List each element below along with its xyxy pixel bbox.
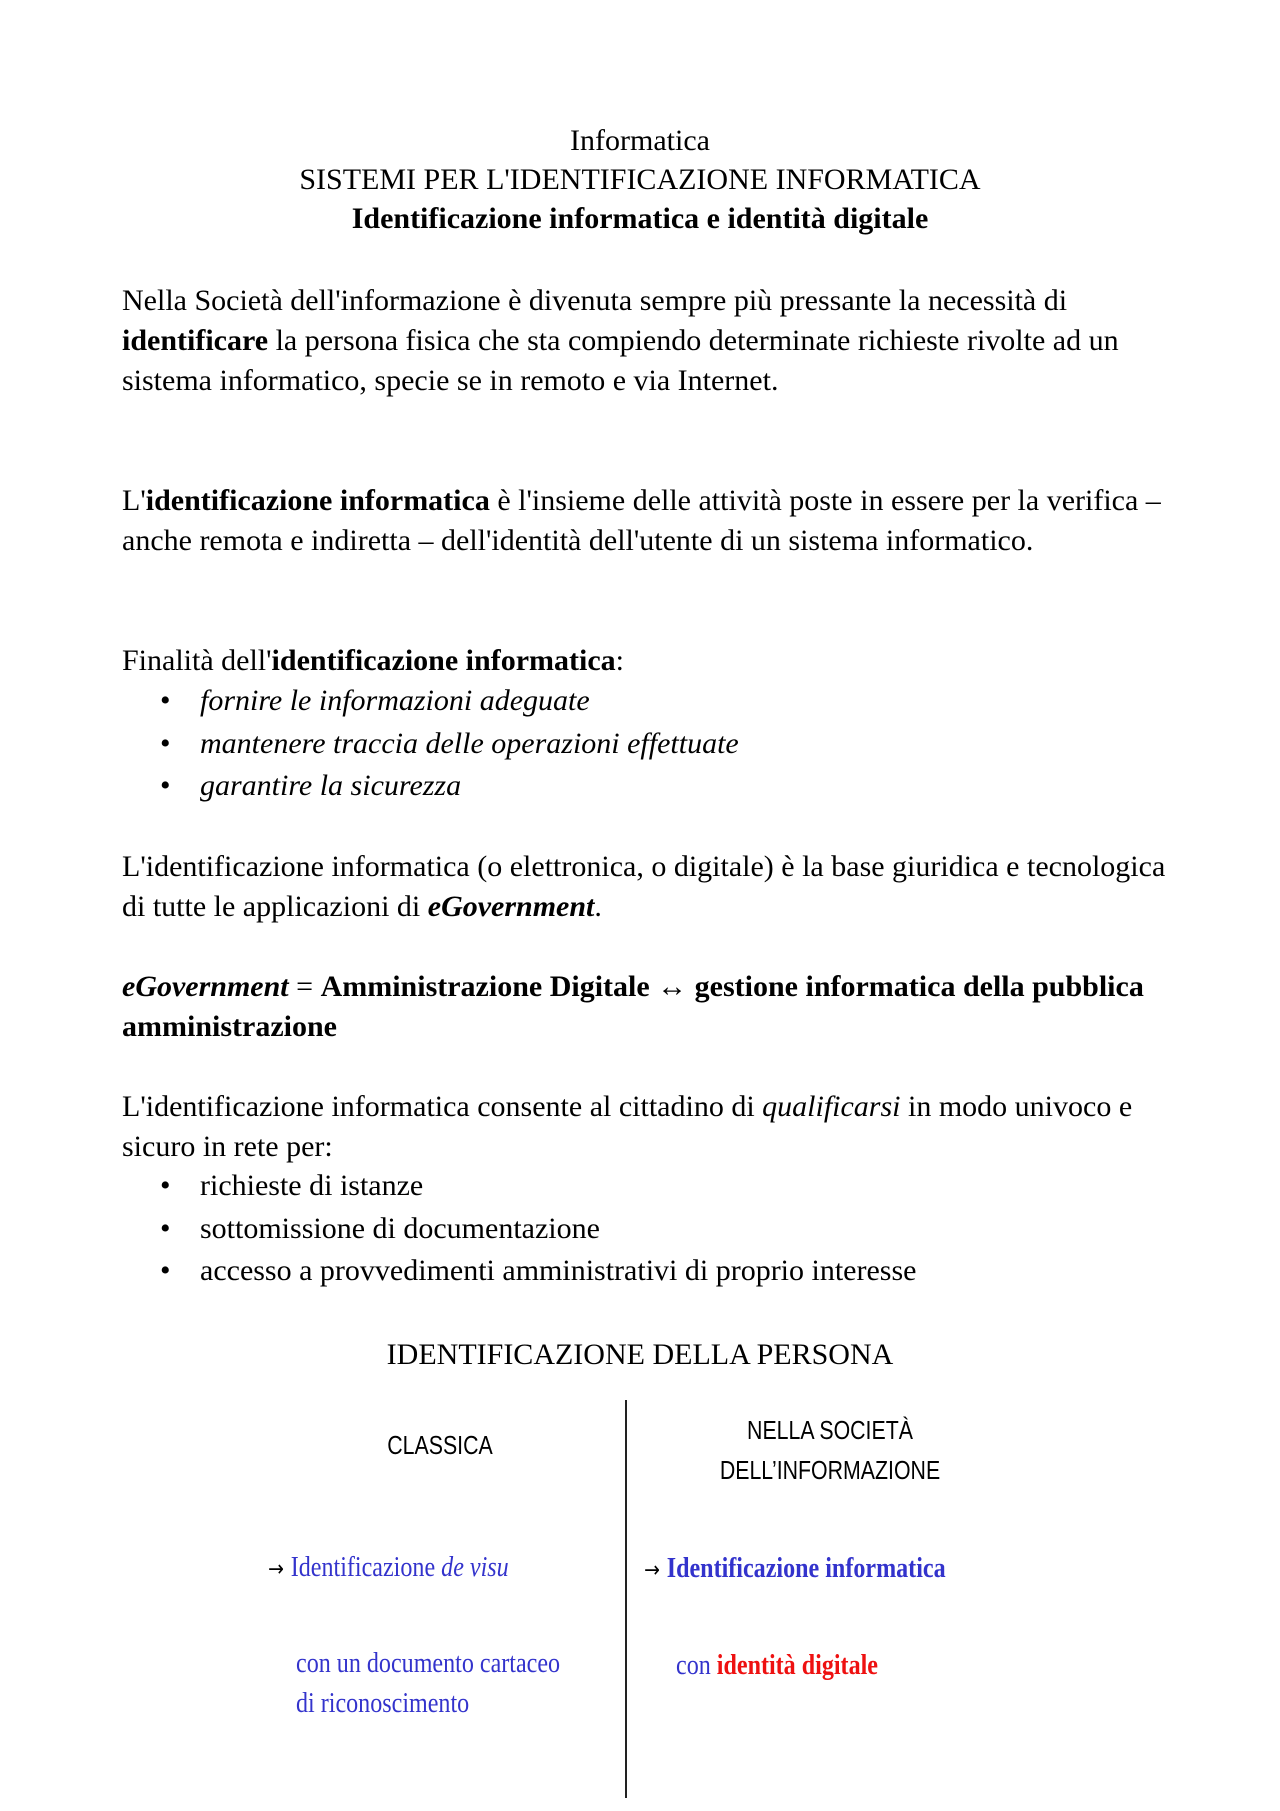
classic-heading: CLASSICA — [387, 1430, 493, 1460]
diagram-divider — [625, 1400, 627, 1798]
paragraph-intro: Nella Società dell'informazione è divenuta sempre più pressante la necessità di identificare la persona fisica che sta compiendo determinate richieste rivolte ad un sistema informatico, specie se in remoto e via Internet. — [122, 284, 1119, 397]
document-subject: Informatica — [570, 124, 710, 157]
document-title: Identificazione informatica e identità digitale — [351, 202, 929, 235]
document-topic: SISTEMI PER L'IDENTIFICAZIONE INFORMATICA — [299, 163, 981, 196]
paragraph-goals-intro: Finalità dell'identificazione informatica: — [122, 644, 624, 677]
list-item: • mantenere traccia delle operazioni effettuate — [160, 723, 739, 766]
paragraph-qualify: L'identificazione informatica consente al cittadino di qualificarsi in modo univoco e sicuro in rete per: — [122, 1090, 1133, 1163]
paragraph-egovernment-definition: eGovernment = Amministrazione Digitale ↔ gestione informatica della pubblica amministrazione — [122, 970, 1144, 1043]
arrow-right-icon: → — [268, 1557, 284, 1582]
list-item: • fornire le informazioni adeguate — [160, 680, 739, 723]
information-society-heading: NELLA SOCIETÀ DELL’INFORMAZIONE — [719, 1415, 941, 1485]
arrow-right-icon: → — [644, 1558, 660, 1583]
list-item: • richieste di istanze — [160, 1165, 916, 1208]
digital-identification: → Identificazione informatica — [644, 1553, 946, 1584]
uses-list — [160, 1165, 916, 1293]
goals-list — [160, 680, 739, 808]
list-item: • sottomissione di documentazione — [160, 1208, 916, 1251]
paragraph-definition: L'identificazione informatica è l'insieme delle attività poste in essere per la verifica – anche remota e indiretta – dell'identità dell'utente di un sistema informatico. — [122, 484, 1161, 557]
classic-identification: → Identificazione de visu — [268, 1552, 509, 1583]
classic-document-note: con un documento cartaceo di riconoscimento — [296, 1648, 561, 1719]
diagram-title: IDENTIFICAZIONE DELLA PERSONA — [386, 1338, 894, 1371]
paragraph-egovernment-basis: L'identificazione informatica (o elettronica, o digitale) è la base giuridica e tecnologica di tutte le applicazioni di eGovernment. — [122, 850, 1166, 923]
list-item: • accesso a provvedimenti amministrativi di proprio interesse — [160, 1250, 916, 1293]
list-item: • garantire la sicurezza — [160, 765, 739, 808]
digital-identity-note: con identità digitale — [676, 1650, 879, 1681]
